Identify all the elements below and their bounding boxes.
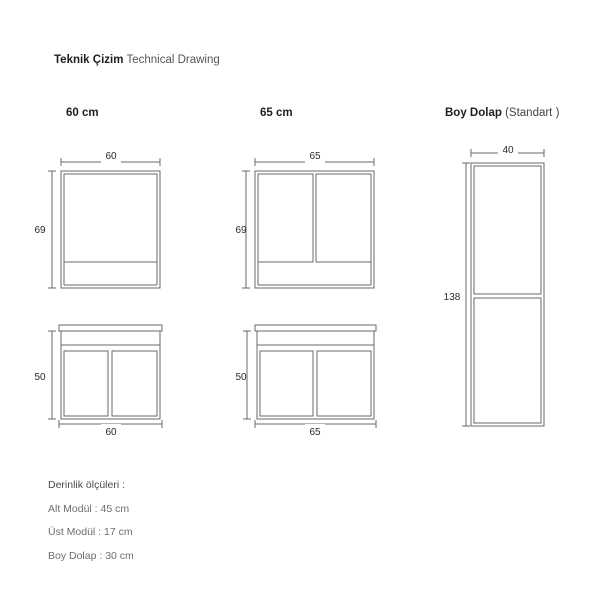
dim-60-upper-width: 60 — [105, 151, 117, 162]
lower-cabinet-60 — [59, 325, 162, 419]
lower-cabinet-65 — [255, 325, 376, 419]
depth-notes — [48, 474, 134, 568]
upper-cabinet-65-frame — [255, 171, 374, 288]
lower-cabinet-65-top — [255, 325, 376, 331]
lower-cabinet-65-left-door — [260, 351, 313, 416]
lower-cabinet-65-right-door — [317, 351, 371, 416]
lower-cabinet-60-right-door — [112, 351, 157, 416]
upper-cabinet-65 — [255, 171, 374, 288]
tall-cabinet-label: Boy Dolap — [445, 107, 502, 119]
dim-60-lower-height: 50 — [34, 372, 46, 383]
upper-cabinet-60-door — [64, 174, 157, 262]
depth-note-upper-module: Üst Modül : 17 cm — [48, 526, 133, 538]
depth-note-tall-cabinet: Boy Dolap : 30 cm — [48, 549, 134, 562]
column-heading-60: 60 cm — [66, 107, 99, 119]
depth-notes-heading: Derinlik ölçüleri : — [48, 479, 126, 491]
lower-cabinet-60-body — [61, 331, 160, 419]
lower-cabinet-60-top — [59, 325, 162, 331]
dim-tall-width: 40 — [502, 145, 514, 156]
dim-60-upper-height: 69 — [34, 225, 46, 236]
lower-cabinet-60-left-door — [64, 351, 108, 416]
column-heading-65: 65 cm — [260, 107, 293, 119]
upper-cabinet-60 — [61, 171, 160, 288]
dim-tall-height: 138 — [443, 292, 461, 303]
tall-cabinet-lower-door — [474, 298, 541, 423]
lower-cabinet-65-body — [257, 331, 374, 419]
tall-cabinet-upper-door — [474, 166, 541, 294]
dim-60-lower-width: 60 — [105, 427, 117, 438]
dim-65-upper-width: 65 — [309, 151, 321, 162]
dim-65-lower-height: 50 — [235, 372, 247, 383]
upper-cabinet-65-right-door — [316, 174, 371, 262]
dim-line-60-lower-height — [48, 331, 56, 419]
upper-cabinet-65-left-door — [258, 174, 313, 262]
dim-65-upper-height: 69 — [235, 225, 247, 236]
dim-line-60-upper-height — [48, 171, 56, 288]
dim-line-tall-height — [462, 163, 470, 426]
dim-65-lower-width: 65 — [309, 427, 321, 438]
tall-cabinet — [471, 163, 544, 426]
upper-cabinet-60-frame — [61, 171, 160, 288]
title-subtitle: Technical Drawing — [126, 54, 220, 66]
tall-cabinet-sublabel: (Standart ) — [505, 107, 560, 119]
depth-note-lower-module: Alt Modül : 45 cm — [48, 502, 130, 515]
title-bold: Teknik Çizim — [54, 54, 124, 66]
